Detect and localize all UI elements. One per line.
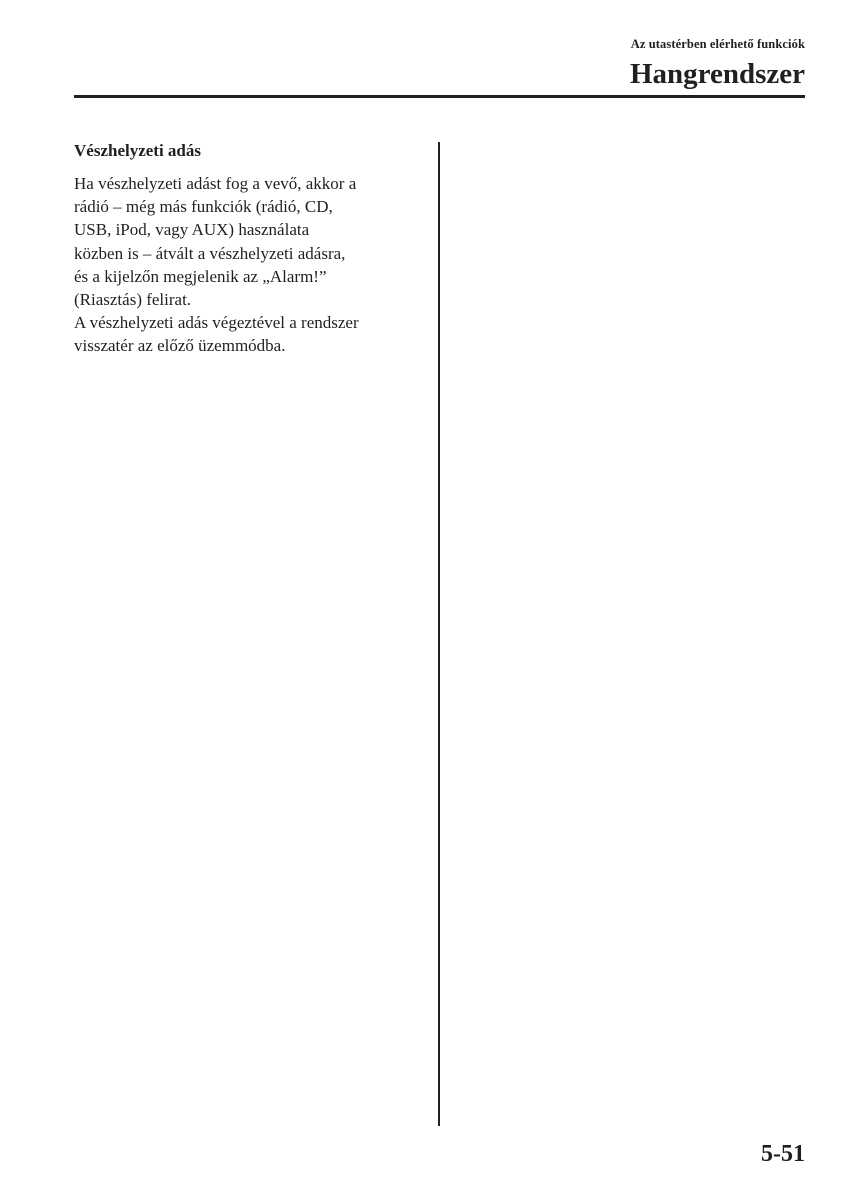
paragraph-1-line: rádió – még más funkciók (rádió, CD, [74, 197, 333, 217]
page-title: Hangrendszer [629, 58, 805, 90]
column-divider [438, 142, 440, 1126]
paragraph-1-line: és a kijelzőn megjelenik az „Alarm!” [74, 266, 327, 286]
page-number: 5-51 [761, 1141, 805, 1167]
paragraph-1-line: USB, iPod, vagy AUX) használata [74, 220, 310, 240]
section-heading: Vészhelyzeti adás [74, 141, 202, 160]
paragraph-1 [74, 172, 424, 311]
chapter-header: Az utastérben elérhető funkciók [630, 37, 805, 51]
paragraph-2 [74, 311, 424, 357]
header-rule [74, 95, 805, 98]
paragraph-2-line: visszatér az előző üzemmódba. [74, 336, 286, 356]
paragraph-1-line: közben is – átvált a vészhelyzeti adásra, [74, 243, 346, 263]
paragraph-2-line: A vészhelyzeti adás végeztével a rendszer [74, 313, 359, 333]
left-column [74, 139, 424, 358]
paragraph-1-line: Ha vészhelyzeti adást fog a vevő, akkor a [74, 174, 357, 193]
paragraph-1-line: (Riasztás) felirat. [74, 290, 192, 310]
